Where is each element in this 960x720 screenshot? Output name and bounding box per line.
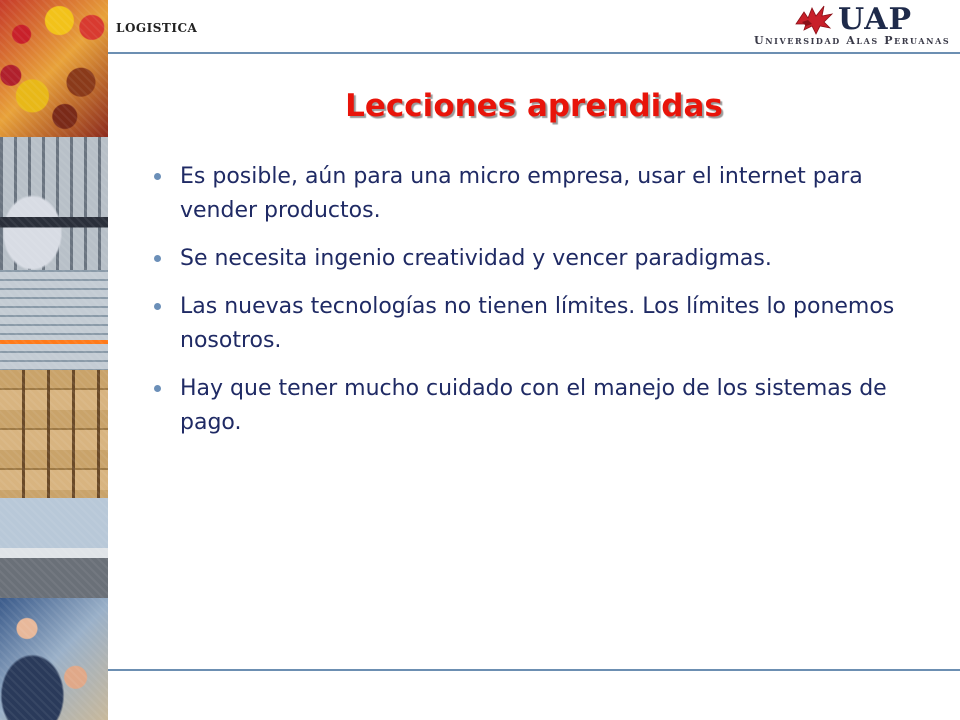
bullet-dot-icon	[154, 385, 161, 392]
griffin-icon	[794, 4, 834, 36]
bullet-item	[152, 160, 922, 228]
fruits-photo	[0, 0, 108, 137]
warehouse-boxes-photo	[0, 370, 108, 498]
university-logo	[742, 2, 956, 50]
bullet-dot-icon	[154, 255, 161, 262]
bullet-text: Las nuevas tecnologías no tienen límites. Los límites lo ponemos nosotros.	[180, 294, 895, 353]
bullet-text: Se necesita ingenio creatividad y vencer paradigmas.	[180, 246, 772, 271]
top-divider	[108, 52, 960, 54]
bullet-dot-icon	[154, 303, 161, 310]
bottom-divider	[108, 669, 960, 671]
car-factory-photo	[0, 137, 108, 270]
bullet-text: Es posible, aún para una micro empresa, usar el internet para vender productos.	[180, 164, 863, 223]
bullet-item	[152, 242, 922, 276]
bullet-item	[152, 290, 922, 358]
slide-title: Lecciones aprendidas	[345, 88, 723, 124]
bullet-text: Hay que tener mucho cuidado con el manejo de los sistemas de pago.	[180, 376, 887, 435]
cargo-containers-photo	[0, 270, 108, 370]
section-label: LOGISTICA	[116, 21, 198, 35]
bullet-list	[152, 160, 922, 454]
logo-subtitle: Universidad Alas Peruanas	[754, 34, 951, 47]
truck-photo	[0, 498, 108, 598]
meeting-photo	[0, 598, 108, 720]
logo-mark: UAP	[838, 2, 913, 37]
bullet-item	[152, 372, 922, 440]
bullet-dot-icon	[154, 173, 161, 180]
sidebar-photo-strip	[0, 0, 108, 720]
